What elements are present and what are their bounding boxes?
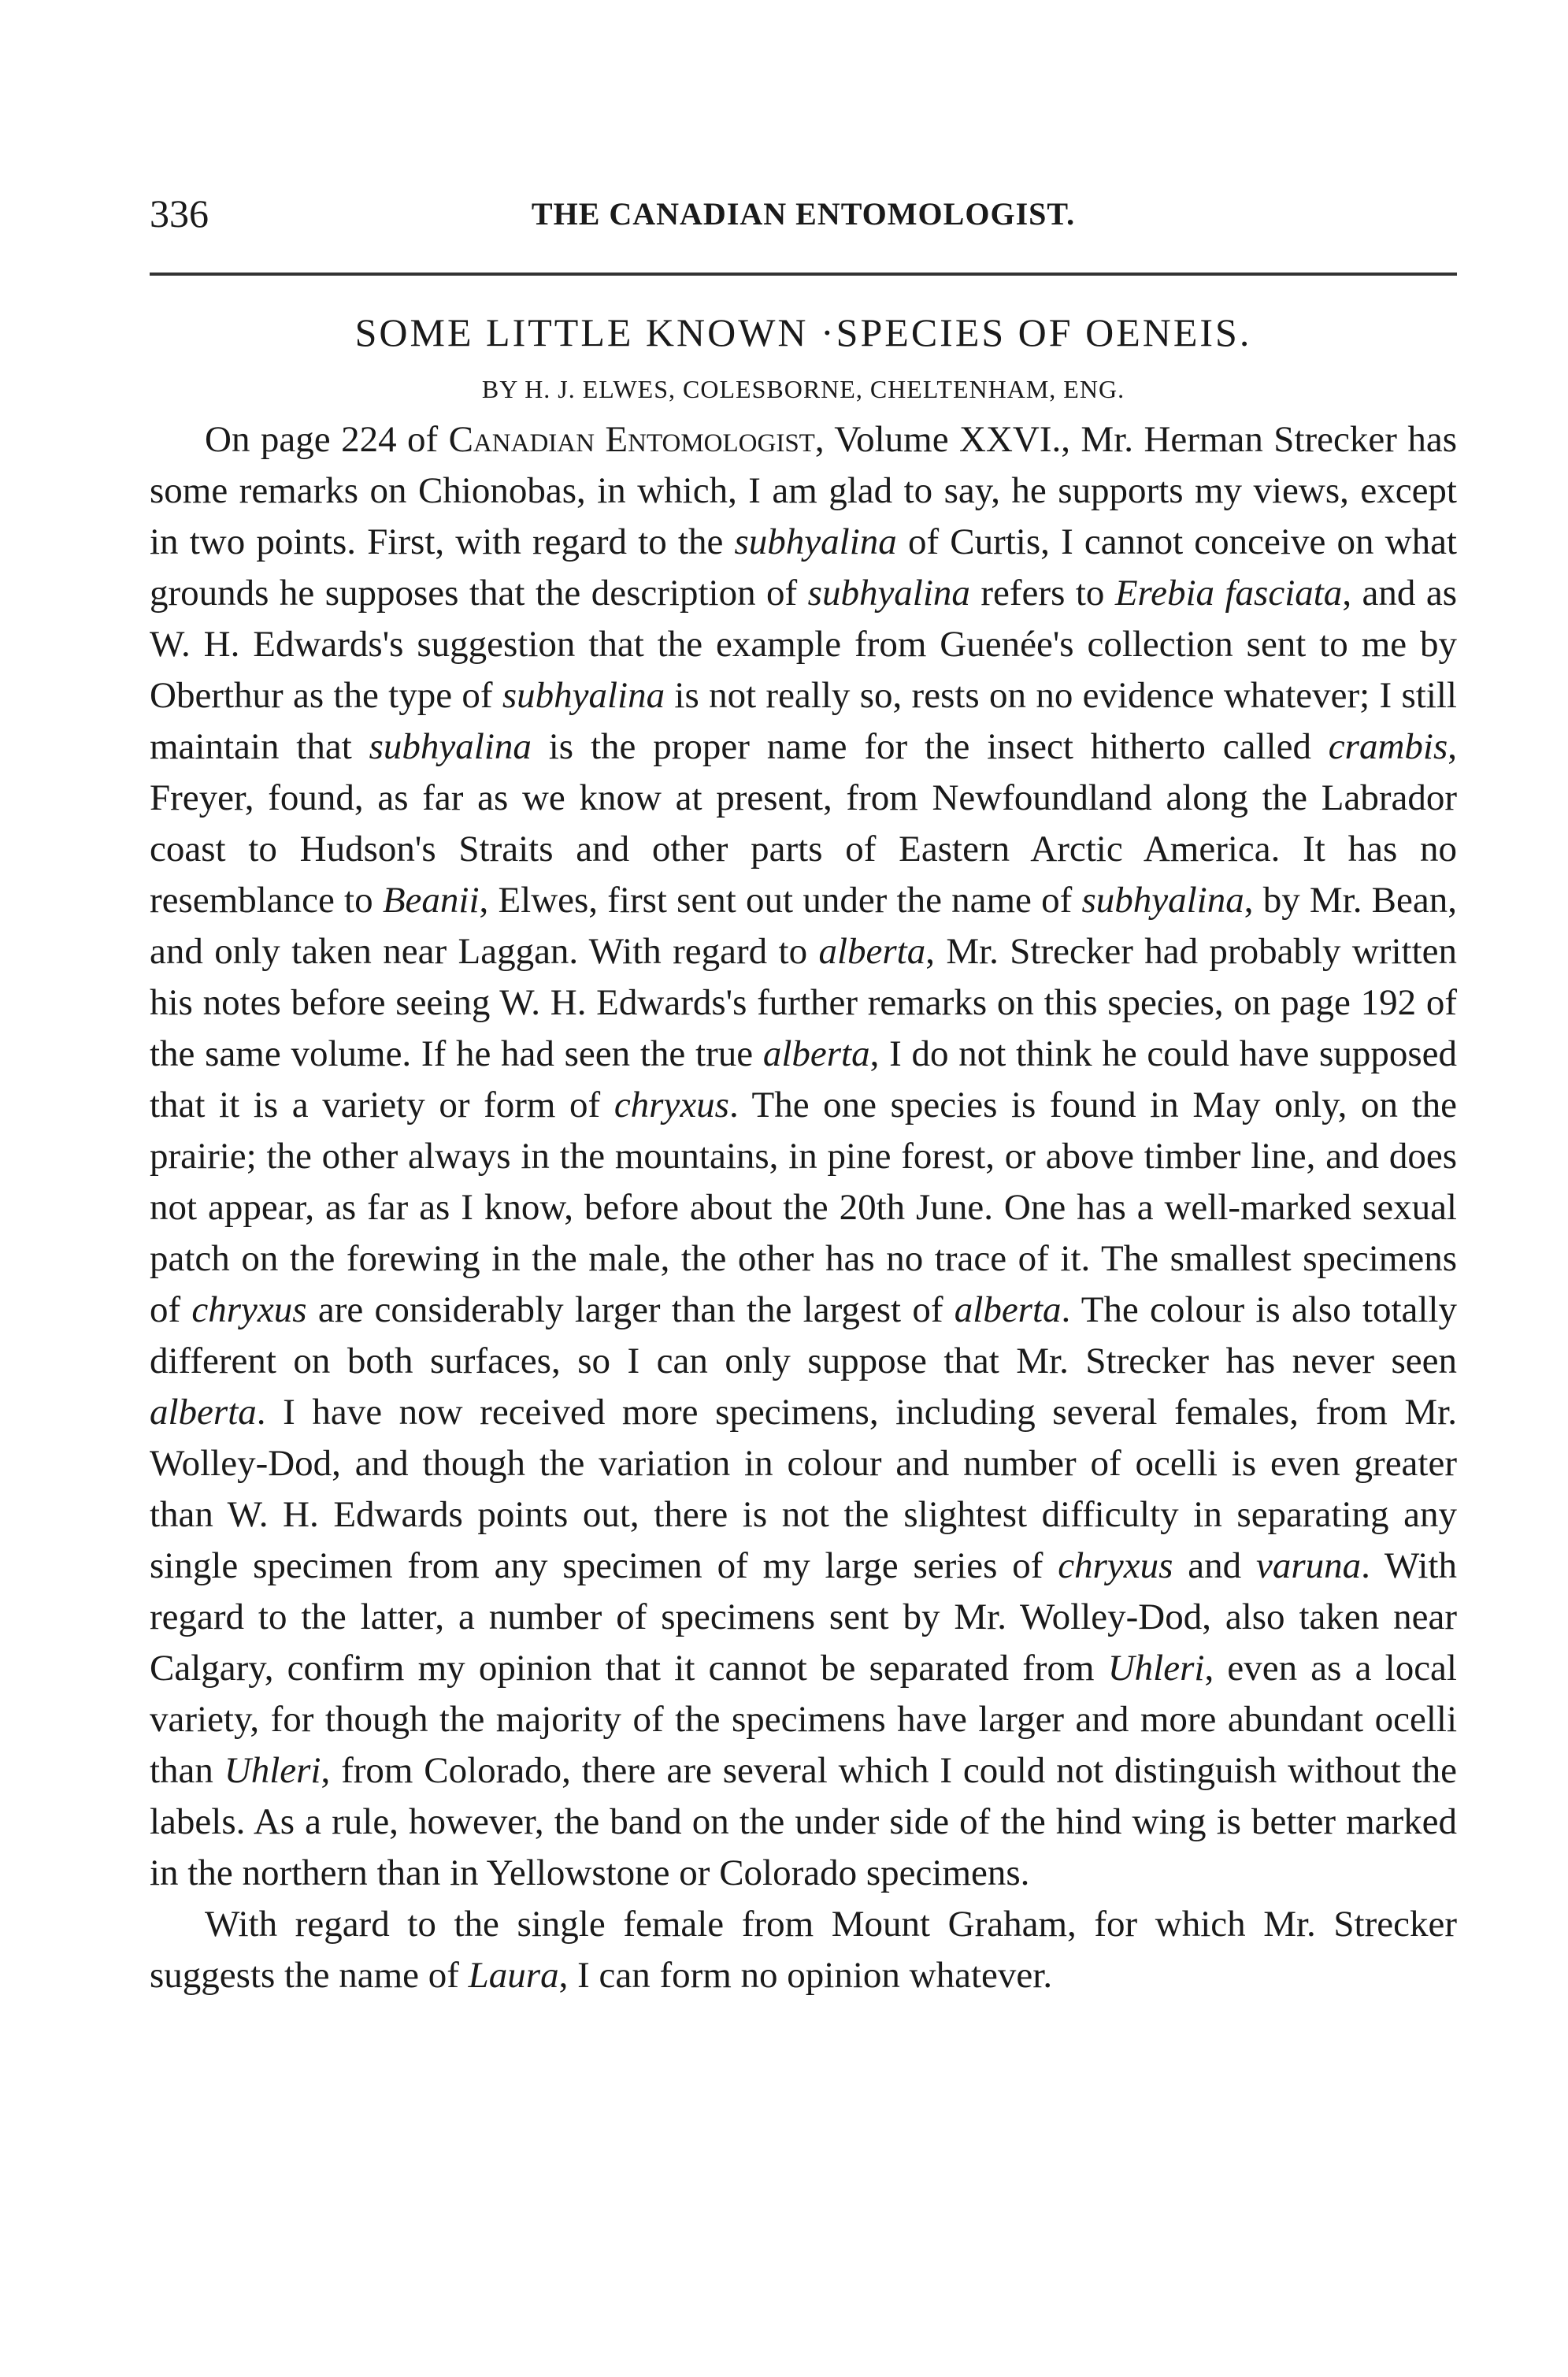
text-run: of Curtis, I cannot conceive on what grounds he supposes that the description of [150,521,1457,614]
italic-term: chryxus [1058,1545,1173,1586]
italic-term: subhyalina [369,726,532,767]
text-run: . With regard to the latter, a number of specimens sent by Mr. Wolley-Dod, also taken near Calgary, confirm my opinion that it cannot be separated from [150,1545,1457,1689]
italic-term: subhyalina [734,521,897,562]
italic-term: varuna [1256,1545,1362,1586]
text-run: , and as W. H. Edwards's suggestion that the example from Guenée's collection sent to me by Oberthur as the type of [150,573,1457,716]
byline: BY H. J. ELWES, COLESBORNE, CHELTENHAM, ENG. [481,375,1125,403]
text-run: , Mr. Strecker had probably written his notes before seeing W. H. Edwards's further remarks on this species, on page 192 of the same volume. If he had seen the true [150,931,1457,1074]
text-run: and [1173,1545,1256,1586]
italic-term: Beanii [382,880,480,921]
text-run: , Volume XXVI., Mr. Herman Strecker has some remarks on Chionobas, in which, I am glad to say, he supports my views, except in two points. First, with regard to the [150,419,1457,562]
text-run: , by Mr. Bean, and only taken near Laggan. With regard to [150,880,1458,972]
text-run: , Freyer, found, as far as we know at present, from Newfoundland along the Labrador coast to Hudson's Straits and other parts of Eastern Arctic America. It has no resemblance to [150,726,1457,921]
text-run: refers to [969,573,1115,614]
text-run: is the proper name for the insect hitherto called [531,726,1329,767]
text-run: , Elwes, first sent out under the name of [479,880,1082,921]
text-run: , I can form no opinion whatever. [558,1955,1053,1996]
text-run: On page 224 of [205,419,449,460]
paragraph [150,1899,1457,2001]
article-body [150,414,1457,2001]
italic-term: chryxus [613,1085,729,1125]
italic-term: alberta [150,1392,257,1433]
article-title: SOME LITTLE KNOWN ·SPECIES OF OENEIS. [354,310,1252,354]
running-head [150,186,1457,249]
journal-reference: Canadian Entomologist [448,419,815,460]
italic-term: Uhleri [224,1750,321,1791]
header-rule [150,273,1457,276]
paragraph [150,414,1457,1899]
text-run: are considerably larger than the largest of [306,1289,955,1330]
journal-title: THE CANADIAN ENTOMOLOGIST. [531,196,1076,232]
italic-term: alberta [954,1289,1062,1330]
italic-term: subhyalina [807,573,970,614]
text-run: , from Colorado, there are several which I could not distinguish without the labels. As a rule, however, the band on the under side of the hind wing is better marked in the northern than in Yellowstone or Colorado specimens. [150,1750,1457,1893]
italic-term: subhyalina [502,675,665,716]
page [150,186,1457,2001]
italic-term: Laura [468,1955,559,1996]
text-run: With regard to the single female from Mount Graham, for which Mr. Strecker suggests the name of [150,1904,1457,1996]
text-run: is not really so, rests on no evidence whatever; I still maintain that [150,675,1457,767]
page-number: 336 [150,191,209,235]
italic-term: crambis [1328,726,1448,767]
italic-term: chryxus [191,1289,307,1330]
italic-term: alberta [818,931,926,972]
italic-term: alberta [762,1033,870,1074]
italic-term: Uhleri [1107,1648,1205,1689]
text-run: . The colour is also totally different on both surfaces, so I can only suppose that Mr. Strecker has never seen [150,1289,1457,1381]
text-run: . I have now received more specimens, including several females, from Mr. Wolley-Dod, and though the variation in colour and number of ocelli is even greater than W. H. Edwards points out, there is not the slightest difficulty in separating any single specimen from any specimen of my large series of [150,1392,1457,1586]
text-run: , I do not think he could have supposed that it is a variety or form of [150,1033,1457,1125]
text-run: , even as a local variety, for though the majority of the specimens have larger and more abundant ocelli than [150,1648,1457,1791]
italic-term: Erebia fasciata [1114,573,1343,614]
text-run: . The one species is found in May only, on the prairie; the other always in the mountains, in pine forest, or above timber line, and does not appear, as far as I know, before about the 20th June. One has a well-marked sexual patch on the forewing in the male, the other has no trace of it. The smallest specimens of [150,1085,1457,1330]
italic-term: subhyalina [1081,880,1244,921]
